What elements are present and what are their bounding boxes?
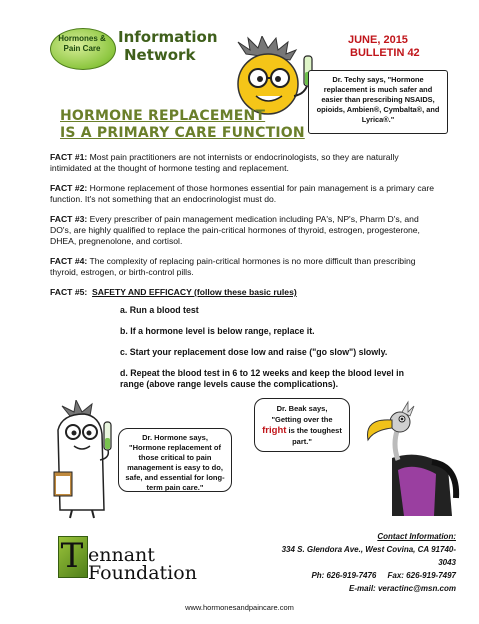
date-line: JUNE, 2015 [348,34,408,46]
rule-item: b. If a hormone level is below range, replace it. [120,326,315,336]
dr-hormone-quote: "Hormone replacement of those critical to pain management is easy to do, safe, and essential for long-term pain care." [125,443,225,492]
fact-text: Hormone replacement of those hormones essential for pain management is a primary care function. It's not something that an endocrinologist must do. [50,183,435,204]
dr-hormone-speech-bubble [118,428,232,492]
fact-label: FACT #5: [50,287,88,297]
dr-hormone-illustration [40,400,130,520]
fact-label: FACT #3: [50,214,88,224]
fact-label: FACT #4: [50,256,88,266]
fact-item [50,214,438,247]
contact-information [266,530,456,595]
facts-list [50,152,438,307]
fact-text: Every prescriber of pain management medication including PA's, NP's, Pharm D's, and DO's, are highly qualified to replace the pain-critical hormones of thyroid, estrogen, progesterone, DHEA, pregnenolone, and cortisol. [50,214,420,246]
dr-beak-quote [261,414,343,447]
contact-phones [266,569,456,582]
headline-line1: HORMONE REPLACEMENT [60,108,266,124]
page-headline [60,108,305,142]
foundation-name-line2: Foundation [88,562,197,584]
fact-item-5 [50,287,438,298]
rules-list [120,305,410,400]
dr-hormone-name: Dr. Hormone says, [142,433,208,442]
fact-text: SAFETY AND EFFICACY (follow these basic rules) [92,287,297,297]
dr-techy-speech-bubble: Dr. Techy says, "Hormone replacement is much safer and easier than prescribing NSAIDS, opioids, Ambien®, Cymbalta®, and Lyrica®." [308,70,448,134]
footer-website-link[interactable]: www.hormonesandpaincare.com [185,603,294,612]
rule-item: a. Run a blood test [120,305,199,315]
network-title-line2: Network [124,46,196,64]
fact-text: Most pain practitioners are not internists or endocrinologists, so they are naturally intimidated at the thought of hormone testing and replacement. [50,152,399,173]
dr-beak-name: Dr. Beak says, [276,404,328,413]
contact-title: Contact Information: [377,532,456,541]
dr-beak-illustration [352,388,462,518]
network-title-line1: Information [118,28,218,46]
fact-label: FACT #1: [50,152,88,162]
contact-email[interactable]: E-mail: veractinc@msn.com [349,584,456,593]
fright-word: fright [262,425,287,436]
fact-label: FACT #2: [50,183,88,193]
contact-address: 334 S. Glendora Ave., West Covina, CA 91740-3043 [281,545,456,567]
dr-beak-quote-pre: "Getting over the [271,415,333,424]
contact-fax: Fax: 626-919-7497 [387,571,456,580]
fact-text: The complexity of replacing pain-critical hormones is no more difficult than prescribing thyroid, estrogen, or birth-control pills. [50,256,416,277]
rule-item: d. Repeat the blood test in 6 to 12 weeks and keep the blood level in range (above range levels cause the complications). [120,368,405,389]
dr-beak-quote-post: is the toughest part." [288,426,342,446]
headline-line2: IS A PRIMARY CARE FUNCTION [60,125,305,141]
bulletin-date [342,34,420,60]
network-title [118,28,218,64]
logo-text: Hormones & Pain Care [58,34,106,53]
foundation-name-line1: ennant [88,544,155,566]
bulletin-number: BULLETIN 42 [350,47,420,59]
rule-item: c. Start your replacement dose low and raise ("go slow") slowly. [120,347,388,357]
dr-beak-speech-bubble [254,398,350,452]
contact-phone: Ph: 626-919-7476 [311,571,377,580]
fact-item [50,152,438,174]
fact-item [50,256,438,278]
fact-item [50,183,438,205]
tennant-initial: T [60,536,84,576]
